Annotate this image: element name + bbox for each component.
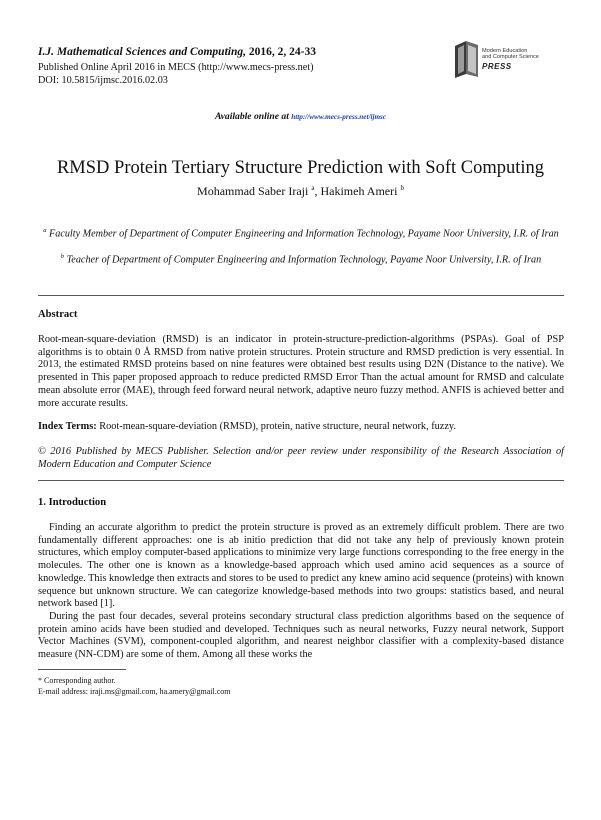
introduction-heading: 1. Introduction (38, 497, 107, 508)
divider (38, 480, 564, 481)
book-icon (452, 38, 482, 80)
affiliation-text: Teacher of Department of Computer Engineering and Information Technology, Payame Noor University, I.R. of Iran (66, 254, 542, 266)
logo-line-1: Modern Education (482, 48, 528, 54)
author-separator: , (314, 184, 321, 198)
author-affil-mark: b (400, 184, 404, 192)
journal-url-link[interactable]: http://www.mecs-press.net/ijmsc (291, 113, 387, 121)
logo-text (482, 48, 539, 61)
affiliation-mark: b (60, 253, 65, 260)
logo-press: PRESS (482, 62, 512, 71)
author-affil-mark: a (311, 184, 315, 192)
logo-line-2: and Computer Science (482, 54, 539, 61)
publisher-logo (452, 38, 562, 80)
affiliation (38, 224, 564, 241)
intro-paragraph: During the past four decades, several proteins secondary structural class prediction algorithms based on the sequence of protein amino acids have been studied and developed. Techniques such as neural networks, Fuzzy neural network, Support Vector Machines (SVM), component-coupled algorithm, and nearest neighbor classifier with a complexity-based distance measure (NN-CDM) are some of them. Among all these works the (38, 611, 564, 661)
index-terms-label: Index Terms: (38, 421, 97, 432)
divider (38, 295, 564, 296)
index-terms (38, 421, 564, 434)
author-name: Hakimeh Ameri (320, 184, 398, 198)
author-name: Mohammad Saber Iraji (197, 184, 309, 198)
affiliation (38, 250, 564, 267)
journal-citation (38, 46, 316, 58)
paper-title: RMSD Protein Tertiary Structure Prediction with Soft Computing (56, 158, 545, 178)
corresponding-author: * Corresponding author. (38, 676, 116, 685)
abstract-heading: Abstract (38, 309, 78, 320)
published-line: Published Online April 2016 in MECS (http://www.mecs-press.net) (38, 62, 314, 73)
journal-issue: 2016, 2, 24-33 (248, 46, 316, 58)
affiliation-mark: a (43, 227, 47, 234)
copyright-notice: © 2016 Published by MECS Publisher. Selection and/or peer review under responsibility of the Research Association of Modern Education and Computer Science (38, 446, 564, 470)
journal-name: I.J. Mathematical Sciences and Computing, (38, 46, 246, 58)
intro-paragraph: Finding an accurate algorithm to predict the protein structure is proved as an extremely difficult problem. There are two fundamentally different approaches: one is ab initio prediction that did not take any help of previously known protein structures, which employ computer-based applications to minimize very large functions corresponding to the free energy in the molecules. The other one is known as a knowledge-based approach which used amino acid sequences as a source of knowledge. This knowledge then extracts and stores to be used to predict any knew amino acid sequence (proteins) with known sequence but unknown structure. We can categorize knowledge-based methods into two groups: statistics based, and neural network based [1]. (38, 522, 564, 610)
available-online (0, 111, 601, 122)
available-label: Available online at (214, 111, 289, 122)
affiliation-text: Faculty Member of Department of Computer Engineering and Information Technology, Payame Noor University, I.R. of Iran (49, 228, 559, 240)
email-address: E-mail address: iraji.ms@gmail.com, ha.amery@gmail.com (38, 687, 231, 696)
author-list (0, 184, 601, 199)
doi-line: DOI: 10.5815/ijmsc.2016.02.03 (38, 75, 168, 86)
abstract-text: Root-mean-square-deviation (RMSD) is an indicator in protein-structure-prediction-algorithms (PSPAs). Goal of PSP algorithms is to obtain 0 Å RMSD from native protein structures. Protein structure and RMSD prediction is very essential. In 2013, the estimated RMSD proteins based on nine features were obtained best results using D2N (Distance to the native). We presented in This paper proposed approach to reduce predicted RMSD Error Than the actual amount for RMSD and calculate mean absolute error (MAE), through feed forward neural network, adaptive neuro fuzzy method. ANFIS is achieved better and more accurate results. (38, 334, 564, 409)
footnote-divider (38, 669, 126, 670)
index-terms-text: Root-mean-square-deviation (RMSD), protein, native structure, neural network, fuzzy. (99, 421, 456, 432)
